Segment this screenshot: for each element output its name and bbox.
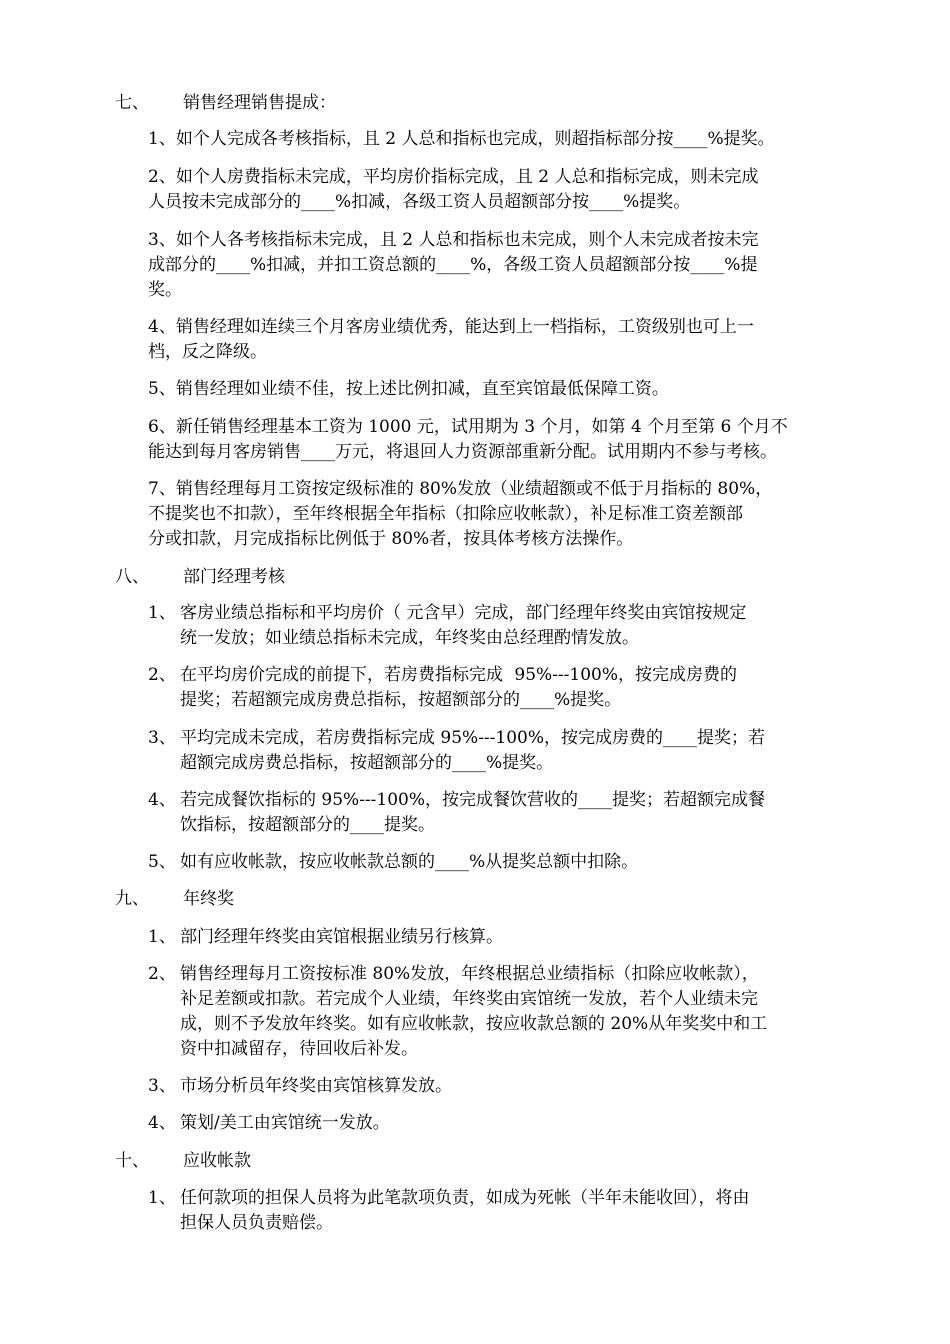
section-9-item-2-number: 2、 [148,964,176,984]
section-9-number: 九、 [115,889,149,909]
section-8-item-3-line-2: 超额完成房费总指标，按超额部分的____%提奖。 [180,753,554,773]
section-7-item-4-line-1: 4、销售经理如连续三个月客房业绩优秀，能达到上一档指标，工资级别也可上一 [148,317,754,337]
section-7-item-3-line-1: 3、如个人各考核指标未完成，且 2 人总和指标也未完成，则个人未完成者按未完 [148,230,759,250]
section-8-item-5-number: 5、 [148,852,176,872]
section-9-item-2-line-3: 成，则不予发放年终奖。如有应收帐款，按应收款总额的 20%从年奖奖中和工 [180,1014,768,1034]
section-7-item-7-line-1: 7、销售经理每月工资按定级标准的 80%发放（业绩超额或不低于月指标的 80%， [148,479,773,499]
section-7-item-6-line-1: 6、新任销售经理基本工资为 1000 元，试用期为 3 个月，如第 4 个月至第 6 个月不 [148,417,788,437]
section-7-item-5-line-1: 5、销售经理如业绩不佳，按上述比例扣减，直至宾馆最低保障工资。 [148,379,669,399]
section-8-item-5-line-1: 如有应收帐款，按应收帐款总额的____%从提奖总额中扣除。 [180,852,639,872]
section-8-item-3-line-1: 平均完成未完成，若房费指标完成 95%---100%，按完成房费的____提奖；若 [180,728,766,748]
section-9-item-2-line-2: 补足差额或扣款。若完成个人业绩，年终奖由宾馆统一发放，若个人业绩未完 [180,989,758,1009]
section-9-item-4-line-1: 策划/美工由宾馆统一发放。 [180,1113,390,1133]
section-8-item-1-number: 1、 [148,603,176,623]
section-7-item-4-line-2: 档，反之降级。 [148,342,267,362]
section-7-item-7-line-2: 不提奖也不扣款），至年终根据全年指标（扣除应收帐款），补足标准工资差额部 [148,504,743,524]
section-10-item-1-number: 1、 [148,1188,176,1208]
section-9-item-3-line-1: 市场分析员年终奖由宾馆核算发放。 [180,1076,452,1096]
section-8-item-3-number: 3、 [148,728,176,748]
section-10-item-1-line-1: 任何款项的担保人员将为此笔款项负责，如成为死帐（半年未能收回），将由 [180,1188,750,1208]
section-8-number: 八、 [115,567,149,587]
section-7-item-2-line-1: 2、如个人房费指标未完成，平均房价指标完成，且 2 人总和指标完成，则未完成 [148,167,759,187]
section-8-item-2-number: 2、 [148,665,176,685]
section-8-item-1-line-1: 客房业绩总指标和平均房价（ 元含早）完成，部门经理年终奖由宾馆按规定 [180,603,747,623]
section-7-number: 七、 [115,93,149,113]
section-9-item-4-number: 4、 [148,1113,176,1133]
section-8-item-4-line-2: 饮指标，按超额部分的____提奖。 [180,815,435,835]
section-9-item-2-line-4: 资中扣减留存，待回收后补发。 [180,1039,418,1059]
section-7-item-6-line-2: 能达到每月客房销售____万元，将退回人力资源部重新分配。试用期内不参与考核。 [148,442,777,462]
section-10-item-1-line-2: 担保人员负责赔偿。 [180,1213,333,1233]
section-9-item-1-number: 1、 [148,927,176,947]
section-8-title: 部门经理考核 [183,567,285,587]
section-8-item-4-number: 4、 [148,790,176,810]
section-10-title: 应收帐款 [183,1151,251,1171]
section-7-item-1-line-1: 1、如个人完成各考核指标，且 2 人总和指标也完成，则超指标部分按____%提奖。 [148,129,775,149]
section-7-title: 销售经理销售提成： [183,93,336,113]
section-8-item-4-line-1: 若完成餐饮指标的 95%---100%，按完成餐饮营收的____提奖；若超额完成餐 [180,790,766,810]
section-9-item-2-line-1: 销售经理每月工资按标准 80%发放，年终根据总业绩指标（扣除应收帐款）， [180,964,759,984]
section-8-item-1-line-2: 统一发放；如业绩总指标未完成，年终奖由总经理酌情发放。 [180,628,639,648]
section-7-item-2-line-2: 人员按未完成部分的____%扣减，各级工资人员超额部分按____%提奖。 [148,192,691,212]
section-9-title: 年终奖 [183,889,234,909]
section-9-item-3-number: 3、 [148,1076,176,1096]
section-10-number: 十、 [115,1151,149,1171]
section-9-item-1-line-1: 部门经理年终奖由宾馆根据业绩另行核算。 [180,927,503,947]
section-8-item-2-line-2: 提奖；若超额完成房费总指标，按超额部分的____%提奖。 [180,690,622,710]
section-7-item-3-line-2: 成部分的____%扣减，并扣工资总额的____%，各级工资人员超额部分按____%提 [148,255,758,275]
section-8-item-2-line-1: 在平均房价完成的前提下，若房费指标完成 95%---100%，按完成房费的 [180,665,738,685]
section-7-item-3-line-3: 奖。 [148,280,182,300]
section-7-item-7-line-3: 分或扣款，月完成指标比例低于 80%者，按具体考核方法操作。 [148,529,634,549]
